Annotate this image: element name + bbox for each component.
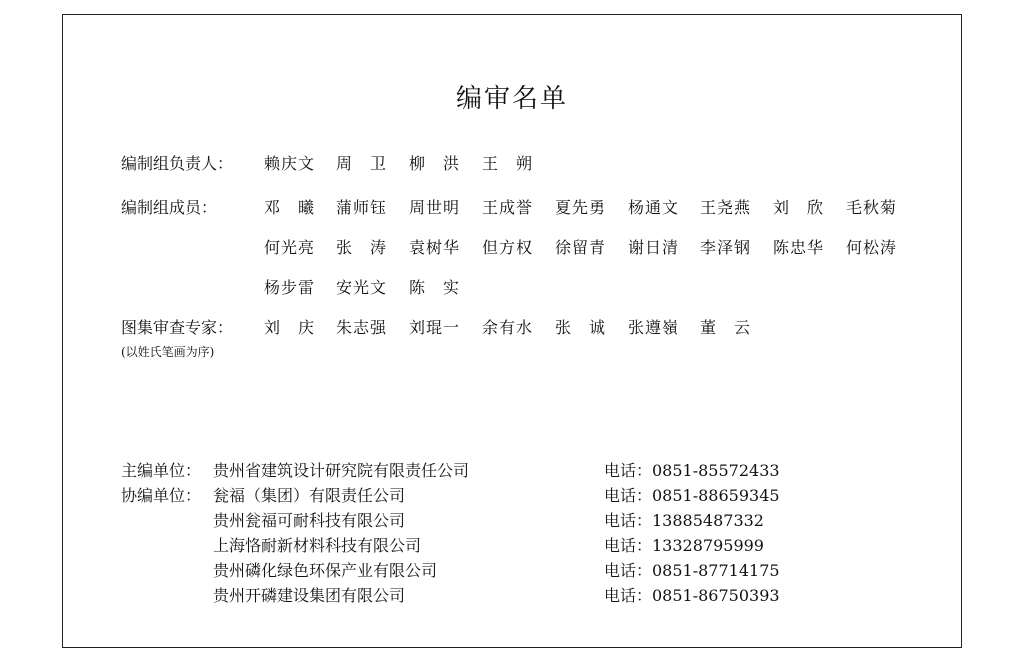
member-name: 蒲师钰	[336, 198, 388, 217]
member-name: 何光亮	[264, 238, 316, 257]
co-unit-phone: 电话：0851-86750393	[604, 586, 780, 605]
member-name: 袁树华	[409, 238, 461, 257]
co-unit-name: 上海恪耐新材料科技有限公司	[213, 536, 422, 555]
co-unit-name: 贵州瓮福可耐科技有限公司	[213, 511, 406, 530]
page-title: 编审名单	[455, 84, 568, 114]
member-name: 邓 曦	[264, 198, 316, 217]
member-name: 杨步雷	[264, 278, 316, 297]
co-unit-name: 贵州开磷建设集团有限公司	[213, 586, 406, 605]
member-name: 陈忠华	[773, 238, 825, 257]
co-unit-phone: 电话：0851-87714175	[604, 561, 780, 580]
leader-name: 王 朔	[482, 154, 534, 173]
member-name: 周世明	[409, 198, 461, 217]
members-label: 编制组成员：	[121, 198, 218, 217]
expert-name: 董 云	[700, 318, 752, 337]
chief-unit-phone: 电话：0851-85572433	[604, 461, 780, 480]
member-name: 李泽钢	[700, 238, 752, 257]
ordering-note: (以姓氏笔画为序)	[121, 345, 215, 359]
chief-unit-label: 主编单位：	[121, 461, 202, 480]
expert-name: 张遵嶺	[628, 318, 680, 337]
leader-name: 周 卫	[336, 154, 388, 173]
expert-name: 刘琨一	[409, 318, 461, 337]
co-unit-name: 贵州磷化绿色环保产业有限公司	[213, 561, 438, 580]
expert-name: 张 诚	[555, 318, 607, 337]
expert-name: 余有水	[482, 318, 534, 337]
experts-label: 图集审查专家：	[121, 318, 234, 337]
member-name: 王尧燕	[700, 198, 752, 217]
member-name: 毛秋菊	[846, 198, 898, 217]
expert-name: 朱志强	[336, 318, 388, 337]
member-name: 但方权	[482, 238, 534, 257]
co-unit-name: 瓮福（集团）有限责任公司	[213, 486, 406, 505]
member-name: 夏先勇	[555, 198, 607, 217]
member-name: 谢日清	[628, 238, 680, 257]
member-name: 安光文	[336, 278, 388, 297]
member-name: 徐留青	[555, 238, 607, 257]
co-unit-phone: 电话：13885487332	[604, 511, 764, 530]
co-units-label: 协编单位：	[121, 486, 202, 505]
co-unit-phone: 电话：0851-88659345	[604, 486, 780, 505]
expert-name: 刘 庆	[264, 318, 316, 337]
co-unit-phone: 电话：13328795999	[604, 536, 764, 555]
member-name: 王成誉	[482, 198, 534, 217]
member-name: 何松涛	[846, 238, 898, 257]
leader-name: 柳 洪	[409, 154, 461, 173]
member-name: 杨通文	[628, 198, 680, 217]
member-name: 刘 欣	[773, 198, 825, 217]
chief-unit-name: 贵州省建筑设计研究院有限责任公司	[213, 461, 470, 480]
leaders-label: 编制组负责人：	[121, 154, 234, 173]
leader-name: 赖庆文	[264, 154, 316, 173]
member-name: 陈 实	[409, 278, 461, 297]
member-name: 张 涛	[336, 238, 388, 257]
